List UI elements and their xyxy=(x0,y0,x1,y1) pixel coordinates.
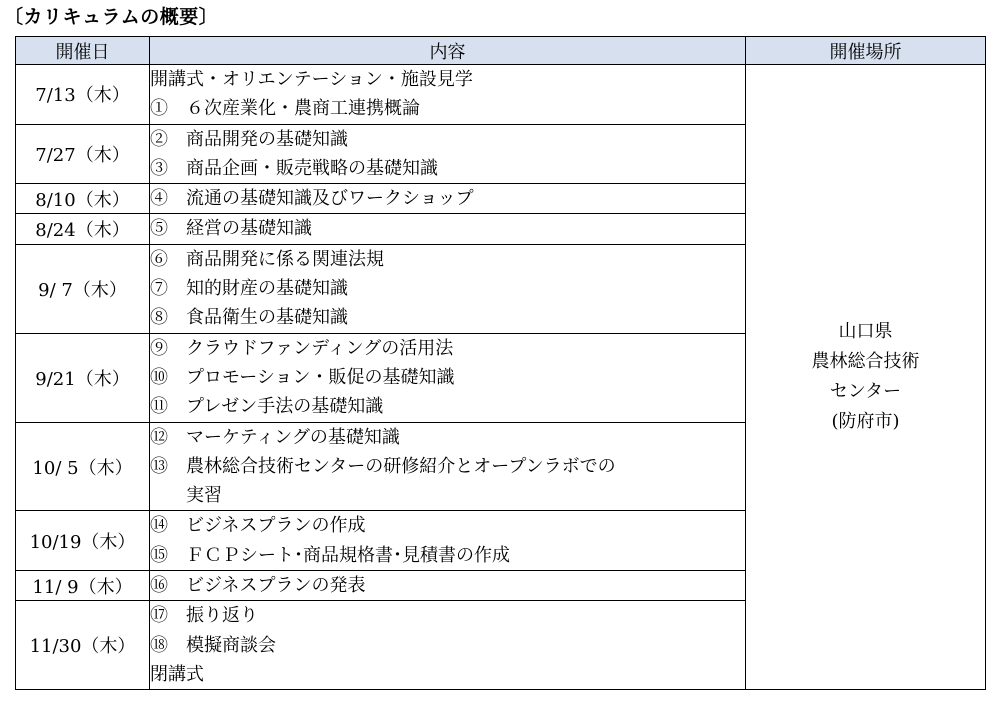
content-line: ⑩ プロモーション・販促の基礎知識 xyxy=(150,366,455,388)
table-header-row xyxy=(16,37,986,65)
content-cell xyxy=(150,244,746,333)
date-cell: 8/10（木） xyxy=(16,184,150,214)
venue-line: (防府市) xyxy=(831,411,900,433)
content-line: ⑫ マーケティングの基礎知識 xyxy=(150,426,400,448)
content-line: ⑭ ビジネスプランの作成 xyxy=(150,515,366,537)
venue-line: 山口県 xyxy=(838,321,893,343)
header-content: 内容 xyxy=(150,37,746,65)
content-line: 閉講式 xyxy=(150,663,204,685)
content-cell xyxy=(150,601,746,690)
header-date: 開催日 xyxy=(16,37,150,65)
content-line: ⑬ 農林総合技術センターの研修紹介とオープンラボでの xyxy=(150,455,616,477)
content-line: 開講式・オリエンテーション・施設見学 xyxy=(150,69,473,90)
content-line: ② 商品開発の基礎知識 xyxy=(150,128,348,150)
content-line: ⑮ ＦＣＰシート･商品規格書･見積書の作成 xyxy=(150,544,510,566)
content-cell xyxy=(150,214,746,244)
content-line: ⑨ クラウドファンディングの活用法 xyxy=(150,337,454,359)
date-cell: 9/21（木） xyxy=(16,333,150,422)
date-cell: 7/13（木） xyxy=(16,65,150,125)
venue-line: センター xyxy=(829,381,902,403)
table-row xyxy=(16,65,986,125)
content-cell xyxy=(150,65,746,125)
page-title: 〔カリキュラムの概要〕 xyxy=(4,6,219,28)
content-line: 実習 xyxy=(150,485,222,507)
content-line: ④ 流通の基礎知識及びワークショップ xyxy=(150,188,474,210)
venue-cell xyxy=(746,65,986,690)
content-line: ⑤ 経営の基礎知識 xyxy=(150,218,312,240)
content-line: ⑥ 商品開発に係る関連法規 xyxy=(150,248,384,270)
date-cell: 10/19（木） xyxy=(16,511,150,571)
content-line: ⑪ プレゼン手法の基礎知識 xyxy=(150,396,384,418)
date-cell: 10/ 5（木） xyxy=(16,422,150,511)
curriculum-table xyxy=(15,36,986,690)
content-cell xyxy=(150,511,746,571)
venue-line: 農林総合技術 xyxy=(811,351,920,373)
content-cell xyxy=(150,333,746,422)
date-cell: 11/30（木） xyxy=(16,601,150,690)
content-line: ① ６次産業化・農商工連携概論 xyxy=(150,98,420,120)
date-cell: 11/ 9（木） xyxy=(16,571,150,601)
date-cell: 9/ 7（木） xyxy=(16,244,150,333)
content-line: ⑧ 食品衛生の基礎知識 xyxy=(150,307,348,329)
content-line: ③ 商品企画・販売戦略の基礎知識 xyxy=(150,157,438,179)
content-line: ⑰ 振り返り xyxy=(150,605,258,627)
date-cell: 8/24（木） xyxy=(16,214,150,244)
content-cell xyxy=(150,124,746,184)
content-cell xyxy=(150,184,746,214)
content-cell xyxy=(150,422,746,511)
date-cell: 7/27（木） xyxy=(16,124,150,184)
content-line: ⑱ 模擬商談会 xyxy=(150,634,276,656)
content-cell xyxy=(150,571,746,601)
content-line: ⑦ 知的財産の基礎知識 xyxy=(150,278,348,300)
content-line: ⑯ ビジネスプランの発表 xyxy=(150,575,366,597)
header-venue: 開催場所 xyxy=(746,37,986,65)
